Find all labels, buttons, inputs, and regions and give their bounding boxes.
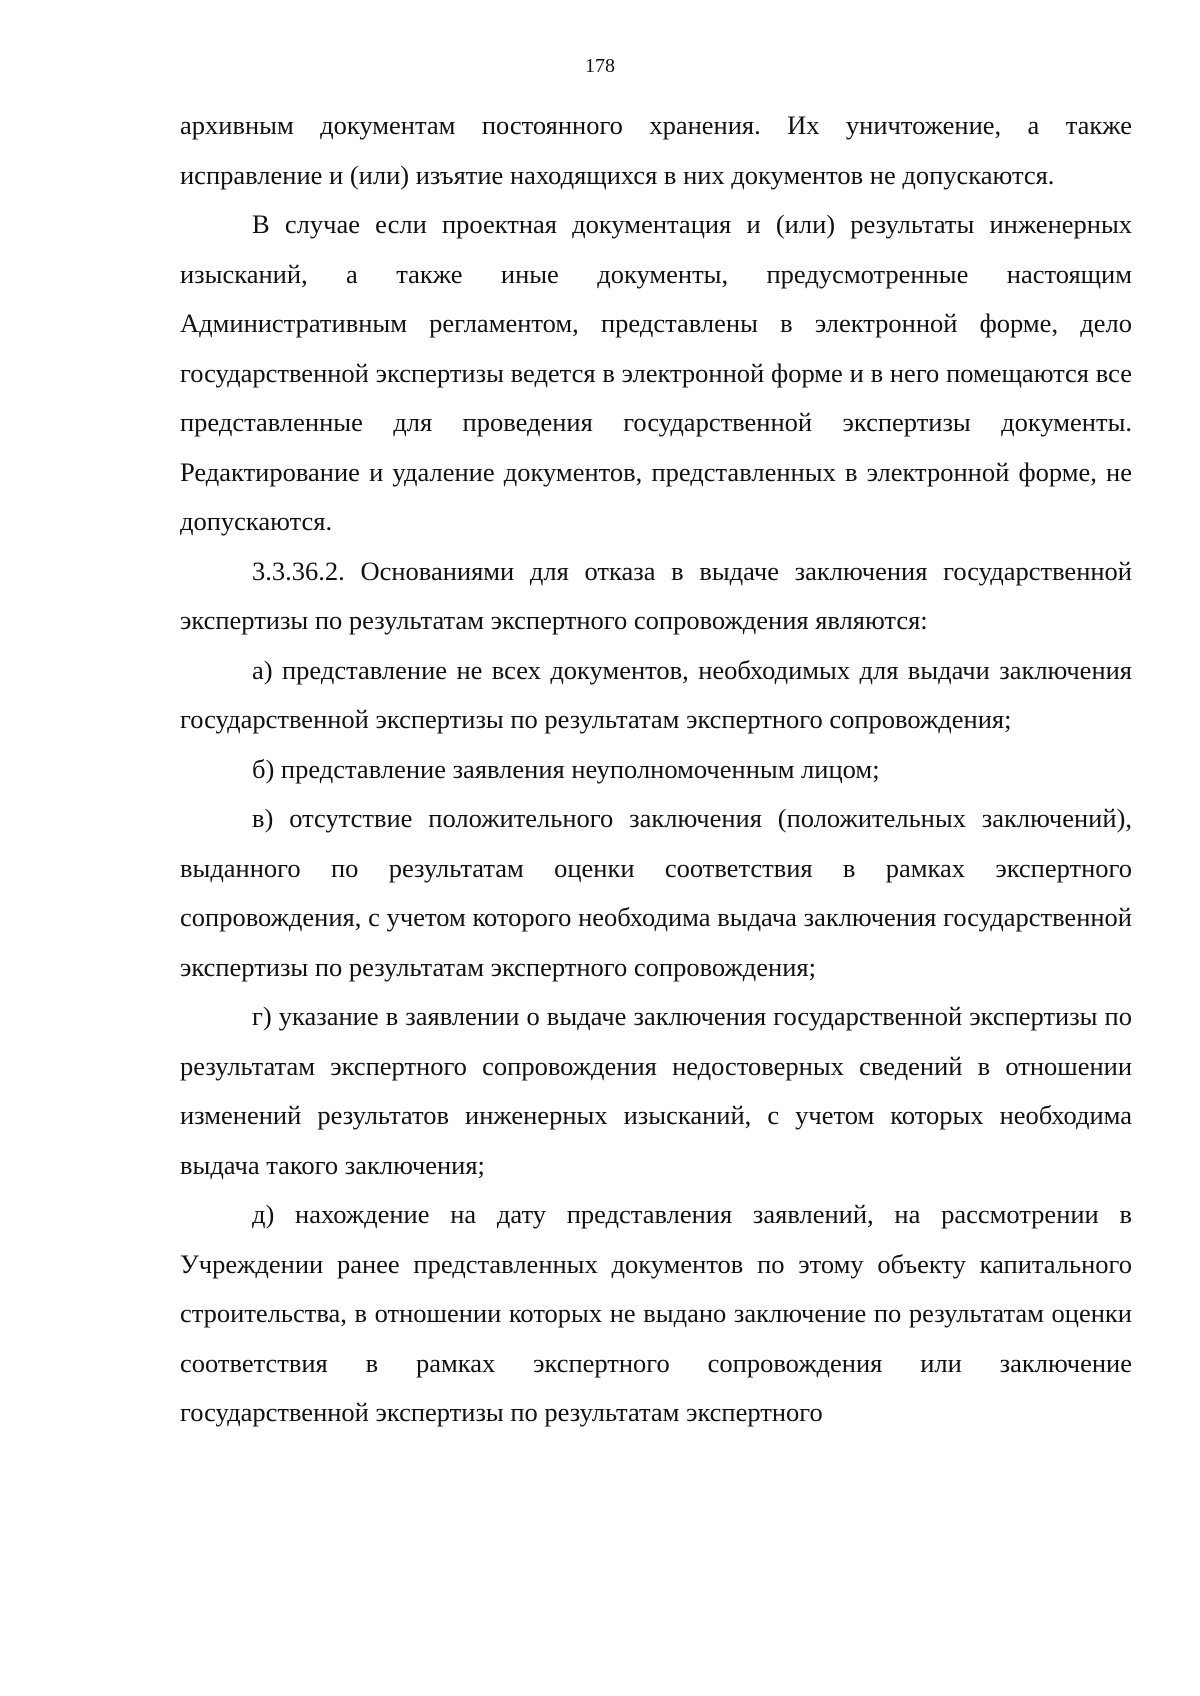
- list-item-g: г) указание в заявлении о выдаче заключения государственной экспертизы по результатам экспертного сопровождения недостоверных сведений в отношении изменений результатов инженерных изысканий, с учетом которых необходима выдача такого заключения;: [180, 1001, 1132, 1180]
- page-number: 178: [585, 55, 615, 77]
- paragraph-grounds-for-refusal: 3.3.36.2. Основаниями для отказа в выдаче заключения государственной экспертизы по результатам экспертного сопровождения являются:: [180, 555, 1132, 635]
- document-body: [180, 101, 1132, 1438]
- paragraph-continuation: архивным документам постоянного хранения. Их уничтожение, а также исправление и (или) изъятие находящихся в них документов не допускаются.: [180, 110, 1132, 190]
- list-item-b: б) представление заявления неуполномоченным лицом;: [252, 753, 880, 784]
- list-item-d: д) нахождение на дату представления заявлений, на рассмотрении в Учреждении ранее представленных документов по этому объекту капитального строительства, в отношении которых не выдано заключение по результатам оценки соответствия в рамках экспертного сопровождения или заключение государственной экспертизы по результатам экспертного: [180, 1199, 1132, 1427]
- list-item-v: в) отсутствие положительного заключения (положительных заключений), выданного по результатам оценки соответствия в рамках экспертного сопровождения, с учетом которого необходима выдача заключения государственной экспертизы по результатам экспертного сопровождения;: [180, 803, 1132, 982]
- paragraph-electronic-case: В случае если проектная документация и (или) результаты инженерных изысканий, а также иные документы, предусмотренные настоящим Административным регламентом, представлены в электронной форме, дело государственной экспертизы ведется в электронной форме и в него помещаются все представленные для проведения государственной экспертизы документы. Редактирование и удаление документов, представленных в электронной форме, не допускаются.: [180, 209, 1132, 536]
- list-item-a: а) представление не всех документов, необходимых для выдачи заключения государственной экспертизы по результатам экспертного сопровождения;: [180, 654, 1132, 734]
